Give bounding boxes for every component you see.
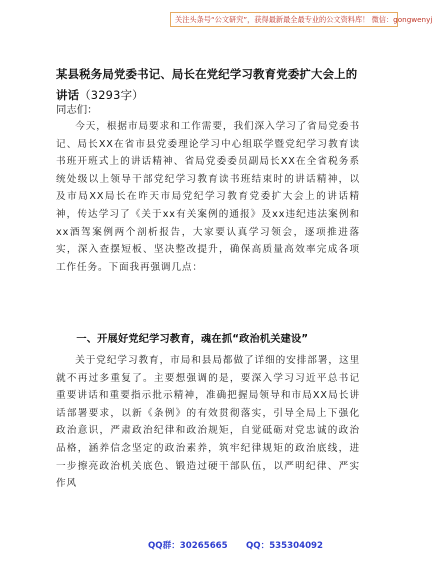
body-section-1 (56, 118, 360, 276)
body-section-2 (56, 352, 360, 493)
footer-qq-group: QQ群：30265665 (148, 541, 228, 551)
promo-banner: 关注头条号“公文研究”，获得最新最全最专业的公文资料库！ 微信：gongwenyj (170, 12, 398, 27)
paragraph-section-1: 关于党纪学习教育，市局和县局都做了详细的安排部署，这里就不再过多重复了。主要想强调的是，要深入学习习近平总书记重要讲话和重要指示批示精神，准确把握局领导和市局XX局长讲话部署要求，以新《条例》的有效贯彻落实，引导全局上下强化政治意识，严肃政治纪律和政治规矩，自觉砥砺对党忠诚的政治品格，涵养信念坚定的政治素养，筑牢纪律规矩的政治底线，进一步擦亮政治机关底色、锻造过硬干部队伍，以严明纪律、严实作风 (56, 355, 360, 490)
greeting: 同志们： (56, 104, 98, 116)
paragraph-intro: 今天，根据市局要求和工作需要，我们深入学习了省局党委书记、局长XX在省市县党委理论学习中心组联学暨党纪学习教育读书班开班式上的讲话精神、省局党委委员副局长XX在全省税务系统处级以上领导干部党纪学习教育读书班结束时的讲话精神，以及市局XX局长在昨天市局党纪学习教育党委扩大会上的讲话精神，传达学习了《关于xx有关案例的通报》及xx违纪违法案例和xx酒驾案例两个剖析报告，大家要认真学习领会，逐项推进落实，深入查摆短板、坚决整改提升，确保高质量高效率完成各项工作任务。下面我再强调几点： (56, 121, 360, 273)
document-title (56, 64, 366, 106)
title-text: 某县税务局党委书记、局长在党纪学习教育党委扩大会上的讲话 (56, 67, 358, 102)
footer-contact (0, 537, 408, 555)
title-word-count: （3293字） (79, 88, 144, 102)
footer-qq-number: QQ：535304092 (246, 541, 324, 551)
section-heading-1: 一、开展好党纪学习教育，魂在抓“政治机关建设” (76, 334, 309, 345)
